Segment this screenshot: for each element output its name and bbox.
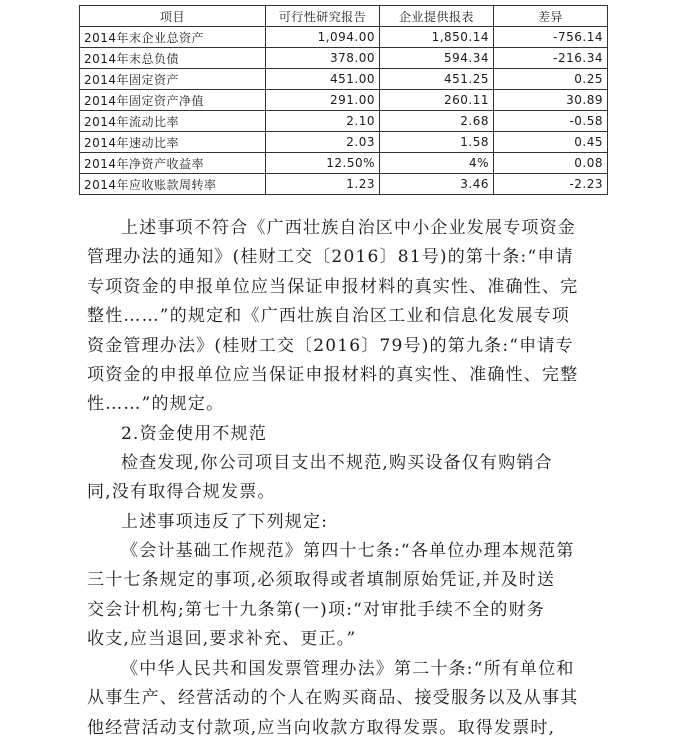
column-header-difference: 差异 (494, 6, 608, 27)
section-heading-fund-usage (87, 420, 607, 449)
cell-difference: 0.25 (494, 69, 608, 90)
text-line: 资金管理办法》(桂财工交〔2016〕79号)的第九条:“申请专 (87, 335, 574, 356)
row-label: 2014年流动比率 (80, 111, 266, 132)
cell-company: 2.68 (380, 111, 494, 132)
cell-company: 594.34 (380, 48, 494, 69)
cell-difference: -0.58 (494, 111, 608, 132)
cell-difference: 30.89 (494, 90, 608, 111)
cell-feasibility: 291.00 (266, 90, 380, 111)
cell-difference: -756.14 (494, 27, 608, 48)
table-row (80, 153, 608, 174)
text-line: 他经营活动支付款项,应当向收款方取得发票。取得发票时, (87, 717, 556, 738)
cell-feasibility: 2.03 (266, 132, 380, 153)
row-label: 2014年固定资产净值 (80, 90, 266, 111)
column-header-company-report: 企业提供报表 (380, 6, 494, 27)
cell-company: 451.25 (380, 69, 494, 90)
column-header-feasibility-report: 可行性研究报告 (266, 6, 380, 27)
text-line: 2.资金使用不规范 (121, 424, 268, 444)
paragraph-violation-notice (87, 214, 607, 420)
text-line: 专项资金的申报单位应当保证申报材料的真实性、准确性、完 (87, 276, 579, 297)
table-header-row (80, 6, 608, 27)
financial-comparison-table (79, 5, 608, 195)
cell-feasibility: 378.00 (266, 48, 380, 69)
paragraph-inspection-finding (87, 449, 607, 508)
text-line: 三十七条规定的事项,必须取得或者填制原始凭证,并及时送 (87, 570, 556, 591)
table-row (80, 27, 608, 48)
cell-difference: -216.34 (494, 48, 608, 69)
cell-company: 260.11 (380, 90, 494, 111)
paragraph-accounting-standard (87, 537, 607, 655)
row-label: 2014年末企业总资产 (80, 27, 266, 48)
text-line: 上述事项违反了下列规定: (121, 512, 329, 532)
cell-difference: 0.08 (494, 153, 608, 174)
cell-feasibility: 1,094.00 (266, 27, 380, 48)
text-line: 检查发现,你公司项目支出不规范,购买设备仅有购销合 (121, 453, 553, 473)
text-line: 《中华人民共和国发票管理办法》第二十条:“所有单位和 (121, 659, 575, 679)
text-line: 性……”的规定。 (87, 394, 225, 415)
text-line: 上述事项不符合《广西壮族自治区中小企业发展专项资金 (121, 218, 576, 238)
cell-feasibility: 451.00 (266, 69, 380, 90)
cell-company: 4% (380, 153, 494, 174)
table-row (80, 48, 608, 69)
row-label: 2014年末总负债 (80, 48, 266, 69)
paragraph-invoice-regulation (87, 655, 607, 743)
text-line: 同,没有取得合规发票。 (87, 482, 276, 503)
table-row (80, 174, 608, 195)
cell-difference: 0.45 (494, 132, 608, 153)
text-line: 项资金的申报单位应当保证申报材料的真实性、准确性、完整 (87, 365, 579, 386)
text-line: 《会计基础工作规范》第四十七条:“各单位办理本规范第 (121, 541, 575, 561)
table-row (80, 111, 608, 132)
cell-company: 3.46 (380, 174, 494, 195)
row-label: 2014年固定资产 (80, 69, 266, 90)
cell-feasibility: 2.10 (266, 111, 380, 132)
text-line: 整性……”的规定和《广西壮族自治区工业和信息化发展专项 (87, 306, 571, 327)
text-line: 从事生产、经营活动的个人在购买商品、接受服务以及从事其 (87, 688, 579, 709)
cell-company: 1,850.14 (380, 27, 494, 48)
row-label: 2014年速动比率 (80, 132, 266, 153)
text-line: 收支,应当退回,要求补充、更正。” (87, 629, 357, 650)
paragraph-violated-rules-intro (87, 508, 607, 537)
text-line: 交会计机构;第七十九条第(一)项:“对审批手续不全的财务 (87, 599, 546, 620)
row-label: 2014年净资产收益率 (80, 153, 266, 174)
cell-feasibility: 12.50% (266, 153, 380, 174)
table-row (80, 69, 608, 90)
row-label: 2014年应收账款周转率 (80, 174, 266, 195)
cell-company: 1.58 (380, 132, 494, 153)
table-row (80, 90, 608, 111)
text-line: 管理办法的通知》(桂财工交〔2016〕81号)的第十条:“申请 (87, 247, 574, 268)
cell-difference: -2.23 (494, 174, 608, 195)
column-header-item: 项目 (80, 6, 266, 27)
cell-feasibility: 1.23 (266, 174, 380, 195)
table-row (80, 132, 608, 153)
